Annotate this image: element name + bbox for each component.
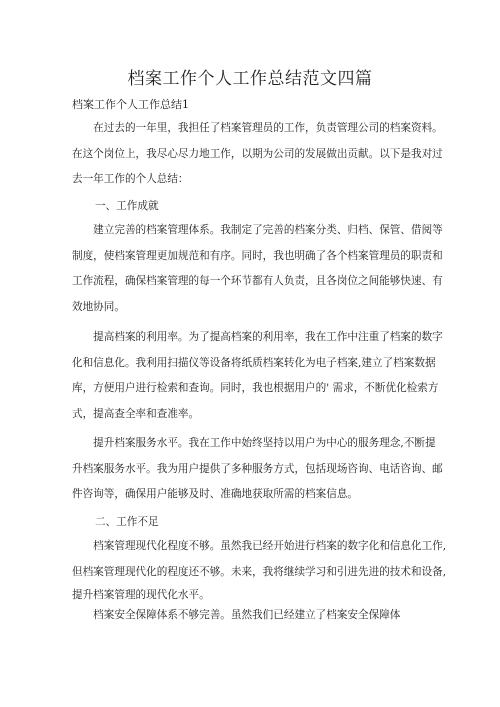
paragraph-line: 档案安全保障体系不够完善。虽然我们已经建立了档案安全保障体	[72, 609, 401, 621]
section-heading-achievements: 一、工作成就	[95, 200, 159, 212]
document-title: 档案工作个人工作总结范文四篇	[127, 69, 373, 89]
paragraph-line: 档案管理现代化程度不够。虽然我已经开始进行档案的数字化和信息化工作,	[72, 540, 447, 552]
paragraph-line: 去一年工作的个人总结：	[72, 173, 189, 185]
paragraph-line: 提升档案管理的现代化水平。	[72, 589, 210, 601]
paragraph-line: 在这个岗位上，我尽心尽力地工作，以期为公司的发展做出贡献。以下是我对过	[72, 147, 443, 160]
paragraph-line: 效地协同。	[72, 300, 125, 313]
paragraph-modernization	[72, 534, 447, 625]
section-heading-shortcomings: 二、工作不足	[95, 516, 159, 528]
paragraph-line: 提高档案的利用率。为了提高档案的利用率，我在工作中注重了档案的数字	[72, 331, 443, 343]
paragraph-utilization	[72, 325, 443, 427]
intro-paragraph	[72, 116, 443, 193]
paragraph-line: 建立完善的档案管理体系。我制定了完善的档案分类、归档、保管、借阅等	[72, 224, 443, 236]
paragraph-line: 化和信息化。我利用扫描仪等设备将纸质档案转化为电子档案,建立了档案数据	[72, 356, 436, 369]
paragraph-line: 库，方便用户进行检索和查询。同时，我也根据用户的' 需求，不断优化检索方	[72, 382, 439, 394]
paragraph-service-level	[72, 431, 443, 508]
section-subtitle: 档案工作个人工作总结1	[72, 98, 189, 111]
paragraph-line: 升档案服务水平。我为用户提供了多种服务方式，包括现场咨询、电话咨询、邮	[72, 462, 443, 475]
paragraph-line: 在过去的一年里，我担任了档案管理员的工作，负责管理公司的档案资料。	[72, 122, 443, 134]
paragraph-line: 制度，使档案管理更加规范和有序。同时，我也明确了各个档案管理员的职责和	[72, 249, 443, 262]
paragraph-archive-system	[72, 218, 443, 320]
paragraph-line: 件咨询等，确保用户能够及时、准确地获取所需的档案信息。	[72, 488, 359, 500]
paragraph-line: 但档案管理现代化的程度还不够。未来，我将继续学习和引进先进的技术和设备,	[72, 565, 447, 578]
paragraph-line: 式，提高查全率和查准率。	[72, 407, 200, 420]
paragraph-line: 工作流程，确保档案管理的每一个环节都有人负责，且各岗位之间能够快速、有	[72, 275, 443, 287]
paragraph-line: 提升档案服务水平。我在工作中始终坚持以用户为中心的服务理念,不断提	[72, 437, 436, 449]
